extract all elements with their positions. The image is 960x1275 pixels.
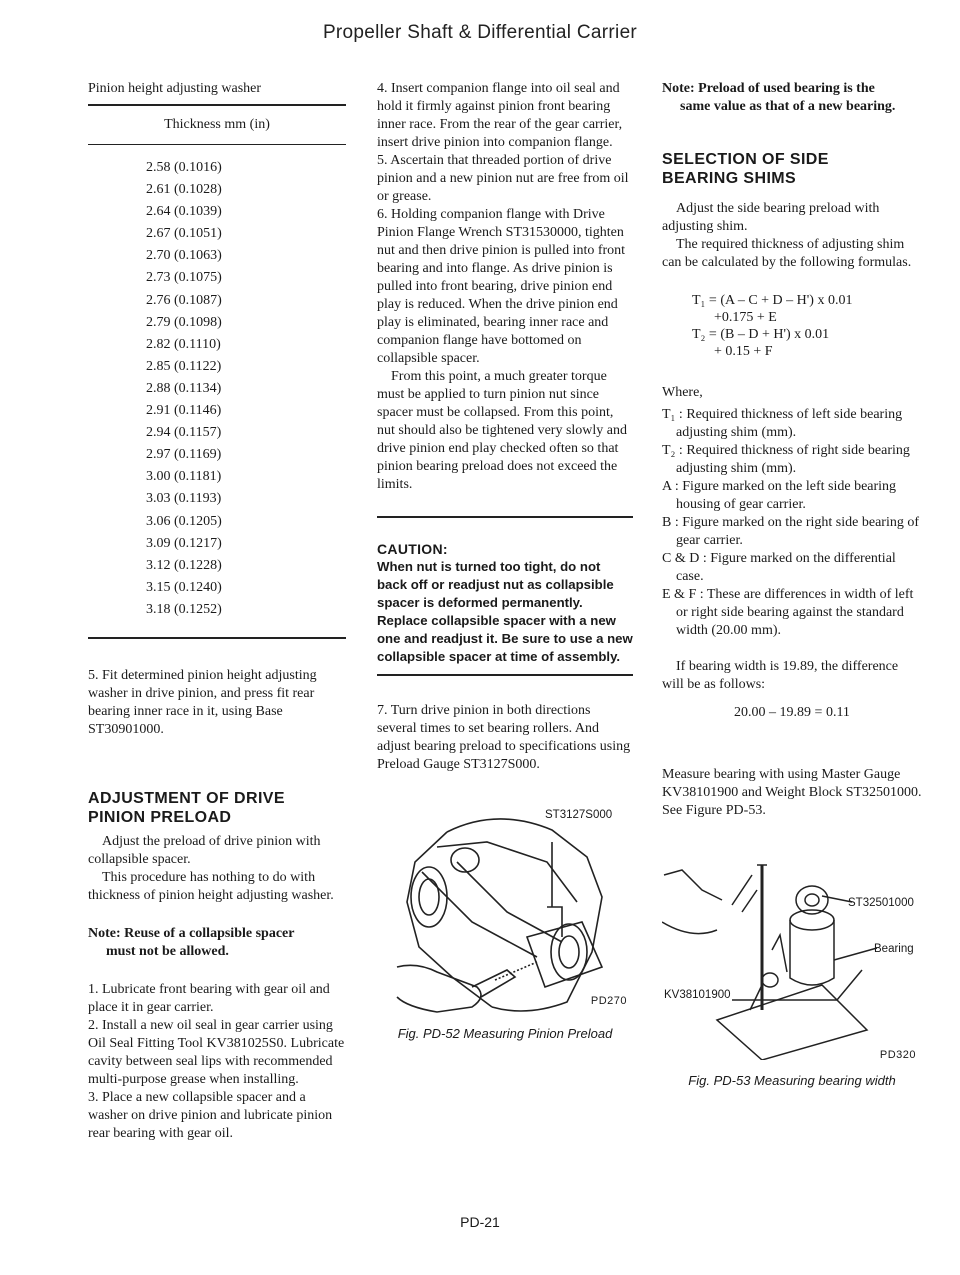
where-label: Where, bbox=[662, 385, 703, 400]
definition-item: E & F : These are differences in width of left or right side bearing against the standard width (20.00 mm). bbox=[662, 587, 914, 638]
paragraph: This procedure has nothing to do with thickness of pinion height adjusting washer. bbox=[88, 869, 334, 903]
section-title-side-bearing-shims bbox=[662, 150, 922, 188]
definition-item: A : Figure marked on the left side bearing housing of gear carrier. bbox=[662, 479, 897, 512]
step-2: 2. Install a new oil seal in gear carrier using Oil Seal Fitting Tool KV381025S0. Lubricate cavity between seal lips with recommended multi-purpose grease when installing. bbox=[88, 1017, 345, 1087]
note-line: must not be allowed. bbox=[106, 943, 229, 959]
section-title-line: SELECTION OF SIDE bbox=[662, 151, 829, 168]
definition-item: T₁ : Required thickness of left side bearing adjusting shim (mm). bbox=[662, 407, 903, 440]
page-header: Propeller Shaft & Differential Carrier bbox=[322, 22, 638, 43]
definition-item: T₂ : Required thickness of right side bearing adjusting shim (mm). bbox=[662, 443, 910, 476]
measure-instruction: Measure bearing with using Master Gauge KV38101900 and Weight Block ST32501000. See Figure PD-53. bbox=[662, 767, 922, 818]
step-1: 1. Lubricate front bearing with gear oil and place it in gear carrier. bbox=[88, 981, 330, 1015]
definition-item: C & D : Figure marked on the differential case. bbox=[662, 551, 896, 584]
bearing-width-illustration bbox=[662, 860, 922, 1060]
figure-code: PD320 bbox=[879, 1049, 916, 1061]
section-title-line: ADJUSTMENT OF DRIVE bbox=[88, 789, 285, 807]
table-row: 2.58 (0.1016) bbox=[146, 160, 222, 175]
column-left bbox=[88, 80, 346, 1143]
table-row: 2.61 (0.1028) bbox=[146, 182, 222, 198]
column-right bbox=[662, 80, 922, 1090]
figure-code: PD270 bbox=[590, 995, 627, 1007]
example-calculation: 20.00 – 19.89 = 0.11 bbox=[734, 705, 850, 720]
step-6: 6. Holding companion flange with Drive Pinion Flange Wrench ST31530000, tighten nut and then drive pinion is pulled into front bearing and into flange. As drive pinion is pulled into front bearing, drive pinion end play is reduced. When the drive pinion end play is eliminated, bearing inner race and companion flange have bottomed on collapsible spacer. bbox=[377, 207, 626, 366]
step-7: 7. Turn drive pinion in both directions several times to set bearing rollers. And adjust bearing preload to specifications using Preload Gauge ST3127S000. bbox=[377, 703, 631, 772]
note-line: Note: Reuse of a collapsible spacer bbox=[88, 925, 295, 941]
table-row: 2.79 (0.1098) bbox=[146, 314, 222, 330]
table-row: 2.97 (0.1169) bbox=[146, 447, 222, 463]
table-row: 2.76 (0.1087) bbox=[146, 292, 222, 308]
note-line: same value as that of a new bearing. bbox=[680, 99, 896, 114]
step-5-fit-washer: 5. Fit determined pinion height adjusting washer in drive pinion, and press fit rear bearing inner race in it, using Base ST30901000. bbox=[88, 667, 317, 737]
table-title: Pinion height adjusting washer bbox=[88, 81, 262, 96]
paragraph: The required thickness of adjusting shim can be calculated by the following formulas. bbox=[662, 237, 912, 270]
table-row: 3.12 (0.1228) bbox=[146, 557, 222, 573]
column-middle bbox=[377, 80, 633, 1042]
note-collapsible-spacer bbox=[88, 925, 346, 961]
caution-title: CAUTION: bbox=[377, 541, 448, 557]
figure-caption: Fig. PD-52 Measuring Pinion Preload bbox=[397, 1026, 613, 1041]
note-used-bearing bbox=[662, 80, 922, 116]
table-row: 2.94 (0.1157) bbox=[146, 425, 222, 441]
washer-thickness-table bbox=[88, 145, 346, 637]
table-row: 2.91 (0.1146) bbox=[146, 403, 222, 419]
caution-bottom-rule bbox=[377, 674, 633, 676]
paragraph: Adjust the side bearing preload with adjusting shim. bbox=[662, 201, 880, 234]
shim-formulas bbox=[662, 292, 922, 360]
page-number: PD-21 bbox=[460, 1214, 500, 1230]
table-row: 3.15 (0.1240) bbox=[146, 579, 222, 595]
section-title-drive-pinion-preload bbox=[88, 789, 346, 827]
table-row: 3.06 (0.1205) bbox=[146, 513, 222, 529]
label-master-gauge: KV38101900 bbox=[664, 989, 731, 1001]
step-6-continued: From this point, a much greater torque must be applied to turn pinion nut since spacer must be collapsed. From this point, nut should also be tightened very slowly and drive pinion end play checked often so that pinion bearing preload does not exceed the limits. bbox=[377, 369, 628, 492]
table-row: 3.09 (0.1217) bbox=[146, 535, 222, 551]
step-4: 4. Insert companion flange into oil seal and hold it firmly against pinion front bearing inner race. From the rear of the gear carrier, insert drive pinion into companion flange. bbox=[377, 81, 623, 150]
caution-text: When nut is turned too tight, do not back off or readjust nut as collapsible spacer is deformed permanently. Replace collapsible spacer with a new one and readjust it. Be sure to use a new collapsible spacer at time of assembly. bbox=[377, 559, 633, 664]
table-row: 2.64 (0.1039) bbox=[146, 204, 222, 220]
note-line: Note: Preload of used bearing is the bbox=[662, 81, 875, 96]
example-intro: If bearing width is 19.89, the difference will be as follows: bbox=[662, 659, 899, 692]
tool-label-preload-gauge: ST3127S000 bbox=[545, 809, 613, 821]
section-title-line: BEARING SHIMS bbox=[662, 170, 797, 187]
step-3: 3. Place a new collapsible spacer and a washer on drive pinion and lubricate pinion rear bearing with gear oil. bbox=[88, 1089, 333, 1141]
formula-t1: T₁ = (A – C + D – H') x 0.01 bbox=[692, 293, 853, 308]
table-row: 2.82 (0.1110) bbox=[146, 336, 221, 352]
formula-t1-continued: +0.175 + E bbox=[714, 310, 777, 325]
label-weight-block: ST32501000 bbox=[848, 897, 914, 909]
table-column-header: Thickness mm (in) bbox=[164, 117, 270, 132]
figure-pd-52 bbox=[377, 802, 633, 1042]
label-bearing: Bearing bbox=[874, 943, 914, 955]
table-row: 2.70 (0.1063) bbox=[146, 248, 222, 264]
table-row: 3.00 (0.1181) bbox=[146, 469, 222, 485]
table-row: 2.85 (0.1122) bbox=[146, 358, 222, 374]
figure-caption: Fig. PD-53 Measuring bearing width bbox=[688, 1073, 896, 1088]
formula-t2: T₂ = (B – D + H') x 0.01 bbox=[692, 327, 830, 342]
table-row: 3.18 (0.1252) bbox=[146, 601, 222, 617]
formula-t2-continued: + 0.15 + F bbox=[714, 344, 773, 359]
definition-item: B : Figure marked on the right side bearing of gear carrier. bbox=[662, 515, 919, 548]
table-row: 2.67 (0.1051) bbox=[146, 226, 222, 242]
preload-gauge-illustration bbox=[377, 802, 633, 1022]
table-row: 3.03 (0.1193) bbox=[146, 491, 222, 507]
definitions-list bbox=[662, 406, 922, 640]
table-row: 2.73 (0.1075) bbox=[146, 270, 222, 286]
table-row: 2.88 (0.1134) bbox=[146, 380, 222, 396]
caution-top-rule bbox=[377, 516, 633, 518]
step-5: 5. Ascertain that threaded portion of drive pinion and a new pinion nut are free from oil or grease. bbox=[377, 153, 629, 204]
section-title-line: PINION PRELOAD bbox=[88, 808, 232, 826]
table-bottom-rule bbox=[88, 637, 346, 639]
figure-pd-53 bbox=[662, 860, 922, 1090]
paragraph: Adjust the preload of drive pinion with collapsible spacer. bbox=[88, 833, 321, 867]
